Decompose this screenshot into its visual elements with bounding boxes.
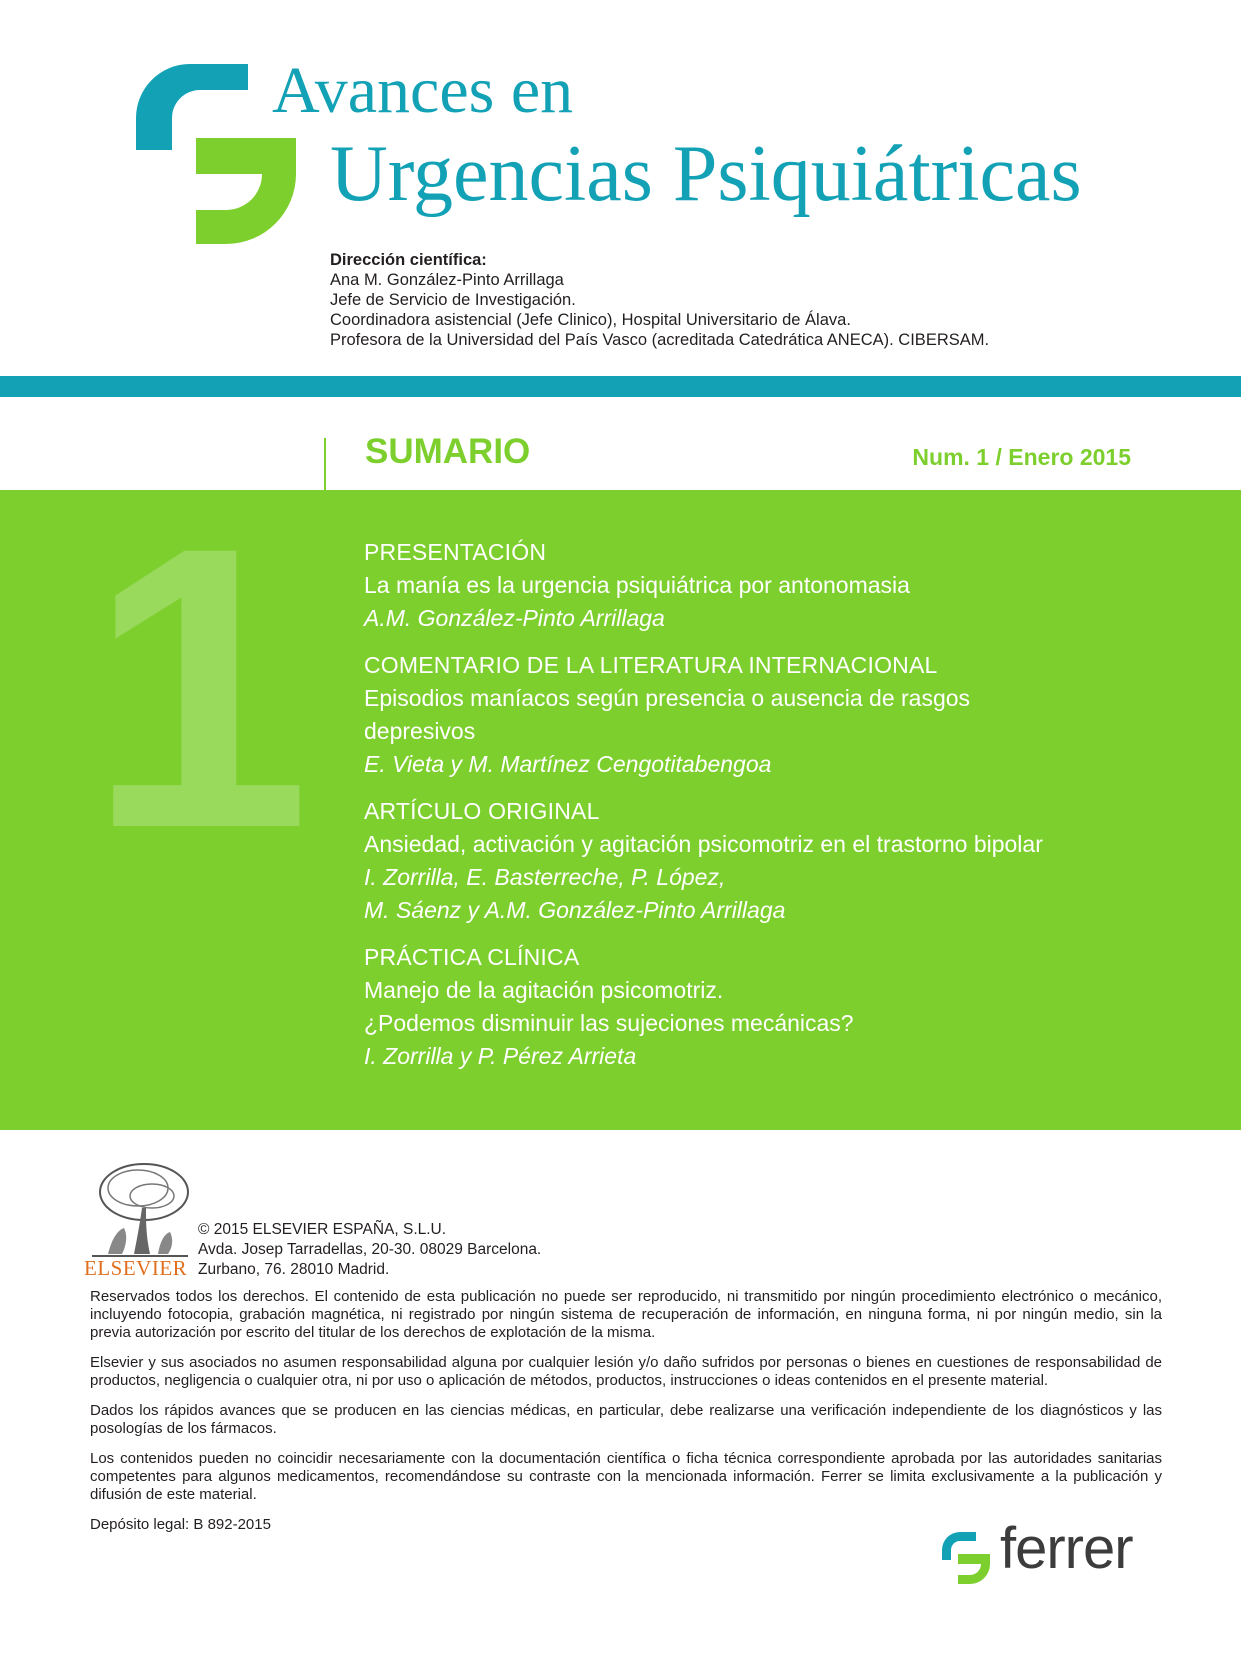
journal-title-line2: Urgencias Psiquiátricas: [330, 130, 1082, 218]
toc-section-title: PRÁCTICA CLÍNICA: [364, 944, 580, 970]
table-of-contents: [364, 536, 1224, 1087]
toc-authors: E. Vieta y M. Martínez Cengotitabengoa: [364, 751, 772, 777]
toc-section: [364, 649, 1224, 781]
toc-authors: A.M. González-Pinto Arrillaga: [364, 605, 665, 631]
issue-number-watermark: 1: [88, 464, 311, 911]
toc-article-title: Episodios maníacos según presencia o ausencia de rasgos: [364, 685, 971, 711]
issue-label: Num. 1 / Enero 2015: [912, 444, 1131, 470]
legal-deposit: Depósito legal: B 892-2015: [90, 1516, 271, 1533]
teal-divider-bar: [0, 376, 1241, 397]
toc-authors: I. Zorrilla, E. Basterreche, P. López,: [364, 864, 726, 890]
toc-section: [364, 795, 1224, 927]
toc-section-title: PRESENTACIÓN: [364, 539, 547, 565]
publisher-line: © 2015 ELSEVIER ESPAÑA, S.L.U.: [198, 1221, 447, 1238]
toc-authors: I. Zorrilla y P. Pérez Arrieta: [364, 1043, 637, 1069]
toc-article-title: ¿Podemos disminuir las sujeciones mecánicas?: [364, 1010, 854, 1036]
legal-paragraph: Elsevier y sus asociados no asumen responsabilidad alguna por cualquier lesión y/o daño sufridos por personas o bienes en cuestiones de responsabilidad de productos, negligencia o cualquier otra, ni por uso o aplicación de métodos, productos, instrucciones o ideas contenidos en el presente material.: [90, 1354, 1162, 1389]
direction-line: Jefe de Servicio de Investigación.: [330, 291, 576, 309]
legal-notice: [90, 1288, 1162, 1546]
sumario-title: SUMARIO: [365, 432, 531, 471]
toc-section: [364, 941, 1224, 1073]
direction-line: Coordinadora asistencial (Jefe Clinico), Hospital Universitario de Álava.: [330, 311, 851, 329]
publisher-line: Zurbano, 76. 28010 Madrid.: [198, 1261, 390, 1278]
legal-paragraph: Los contenidos pueden no coincidir necesariamente con la documentación científica o ficha técnica correspondiente aprobada por las autoridades sanitarias competentes para algunos medicamentos, recomendándose su contraste con la mencionada información. Ferrer se limita exclusivamente a la publicación y difusión de este material.: [90, 1450, 1162, 1503]
direction-line: Ana M. González-Pinto Arrillaga: [330, 271, 564, 289]
publisher-info: [198, 1220, 541, 1280]
scientific-direction: [330, 250, 989, 350]
direction-heading: Dirección científica:: [330, 251, 487, 269]
ferrer-logo-icon: [942, 1532, 992, 1584]
direction-line: Profesora de la Universidad del País Vasco (acreditada Catedrática ANECA). CIBERSAM.: [330, 331, 990, 349]
journal-title-line1: Avances en: [272, 54, 574, 127]
toc-article-title: Ansiedad, activación y agitación psicomotriz en el trastorno bipolar: [364, 831, 1043, 857]
toc-article-title: La manía es la urgencia psiquiátrica por antonomasia: [364, 572, 910, 598]
toc-section-title: COMENTARIO DE LA LITERATURA INTERNACIONAL: [364, 652, 938, 678]
legal-paragraph: Dados los rápidos avances que se producen en las ciencias médicas, en particular, debe realizarse una verificación independiente de los diagnósticos y las posologías de los fármacos.: [90, 1402, 1162, 1437]
elsevier-logo-text: ELSEVIER: [84, 1256, 188, 1280]
publisher-line: Avda. Josep Tarradellas, 20-30. 08029 Barcelona.: [198, 1241, 542, 1258]
legal-paragraph: Reservados todos los derechos. El contenido de esta publicación no puede ser reproducido, ni transmitido por ningún procedimiento electrónico o mecánico, incluyendo fotocopia, grabación magnética, ni registrado por ningún sistema de recuperación de información, en ninguna forma, ni por ningún medio, sin la previa autorización por escrito del titular de los derechos de explotación de la misma.: [90, 1288, 1162, 1341]
sumario-vertical-rule: [324, 438, 326, 813]
toc-authors: M. Sáenz y A.M. González-Pinto Arrillaga: [364, 897, 786, 923]
toc-article-title: depresivos: [364, 718, 476, 744]
toc-article-title: Manejo de la agitación psicomotriz.: [364, 977, 724, 1003]
toc-section: [364, 536, 1224, 635]
elsevier-tree-icon: [88, 1158, 192, 1262]
ferrer-logo-text: ferrer: [1000, 1516, 1133, 1581]
toc-section-title: ARTÍCULO ORIGINAL: [364, 798, 600, 824]
